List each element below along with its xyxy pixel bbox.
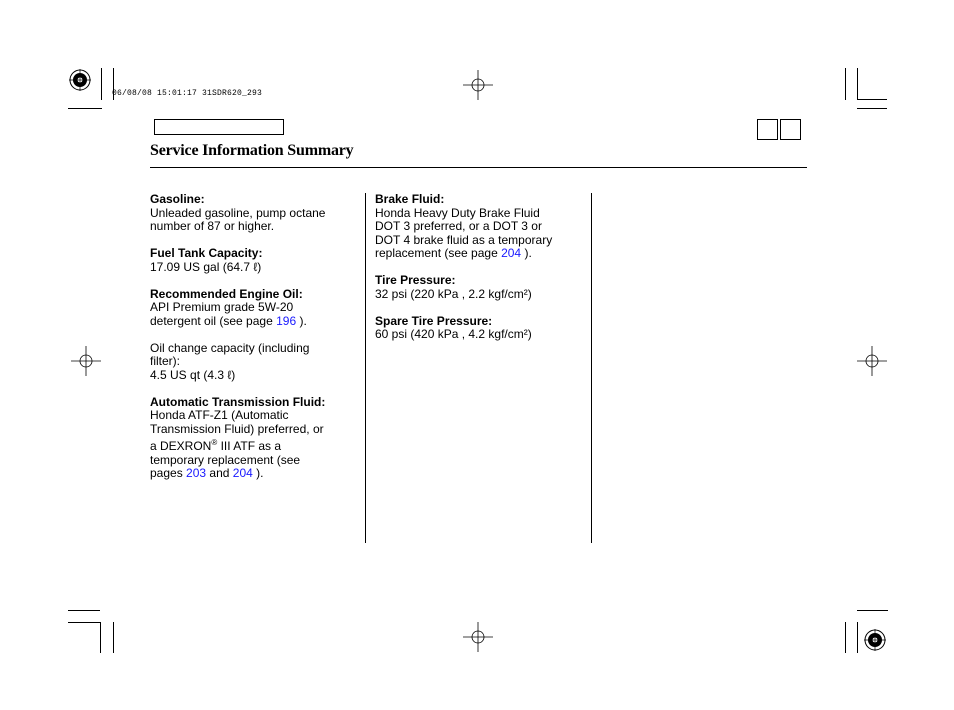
crop-mark [68,622,100,623]
crop-mark [857,622,858,653]
gasoline-block [150,193,362,234]
brake-fluid-text [375,207,589,261]
engine-oil-text-end: ). [296,313,307,328]
title-rule [150,167,807,168]
brake-fluid-text-end: ). [521,246,532,260]
fuel-tank-block [150,247,362,274]
brake-fluid-block [375,193,589,261]
tire-pressure-heading: Tire Pressure: [375,273,456,287]
crop-mark [101,68,102,100]
section-tab-box [154,119,284,135]
fuel-tank-text: 17.09 US gal (64.7 ℓ) [150,259,262,274]
fuel-tank-heading: Fuel Tank Capacity: [150,246,263,260]
crop-mark [857,108,887,109]
column-divider [591,193,592,543]
crosshair-bottom-icon [463,622,493,652]
page-link-196[interactable]: 196 [276,313,297,328]
crosshair-left-icon [71,346,101,376]
atf-text-and: and [206,466,233,480]
tire-pressure-block [375,274,589,301]
page-link-204[interactable]: 204 [232,466,253,480]
page-link-204[interactable]: 204 [501,246,522,260]
crop-mark [845,622,846,653]
engine-oil-text-main: API Premium grade 5W-20 detergent oil (see page [150,300,294,328]
spare-tire-text: 60 psi (420 kPa , 4.2 kgf/cm²) [375,327,532,341]
column-2 [375,193,589,355]
crop-mark [100,622,101,653]
crop-mark [113,622,114,653]
registration-target-top-left [69,69,91,91]
crosshair-top-icon [463,70,493,100]
atf-text-cont: III ATF as a temporary replacement (see pages [150,439,301,480]
column-divider [365,193,366,543]
registered-mark: ® [211,438,218,447]
column-1 [150,193,362,494]
atf-text-main: Honda ATF-Z1 (Automatic Transmission Fluid) preferred, or a DEXRON [150,408,324,453]
brake-fluid-text-main: Honda Heavy Duty Brake Fluid DOT 3 preferred, or a DOT 3 or DOT 4 brake fluid as a temporary replacement (see page [375,205,553,260]
engine-oil-block [150,288,362,329]
crop-mark [857,99,887,100]
nav-box-next[interactable] [780,119,801,140]
engine-oil-text [150,301,362,328]
atf-block [150,396,362,481]
atf-heading: Automatic Transmission Fluid: [150,394,326,409]
brake-fluid-heading: Brake Fluid: [375,192,445,206]
crop-mark [857,68,858,100]
crop-mark [857,610,888,611]
oil-change-text: Oil change capacity (including filter): 4.5 US qt (4.3 ℓ) [150,340,310,382]
nav-box-previous[interactable] [757,119,778,140]
crop-mark [845,68,846,100]
tire-pressure-text: 32 psi (220 kPa , 2.2 kgf/cm²) [375,286,532,301]
gasoline-heading: Gasoline: [150,192,205,206]
page-link-203[interactable]: 203 [186,466,207,480]
engine-oil-heading: Recommended Engine Oil: [150,286,303,301]
atf-text [150,409,362,481]
atf-text-end: ). [252,466,264,480]
crosshair-right-icon [857,346,887,376]
oil-change-block [150,342,362,383]
page-title: Service Information Summary [150,142,354,159]
spare-tire-block [375,315,589,342]
spare-tire-heading: Spare Tire Pressure: [375,313,493,328]
registration-target-bottom-right [864,629,886,651]
gasoline-text: Unleaded gasoline, pump octane number of 87 or higher. [150,205,326,233]
crop-mark [68,108,102,109]
crop-mark [68,610,100,611]
print-stamp: 06/08/08 15:01:17 31SDR620_293 [112,89,263,98]
